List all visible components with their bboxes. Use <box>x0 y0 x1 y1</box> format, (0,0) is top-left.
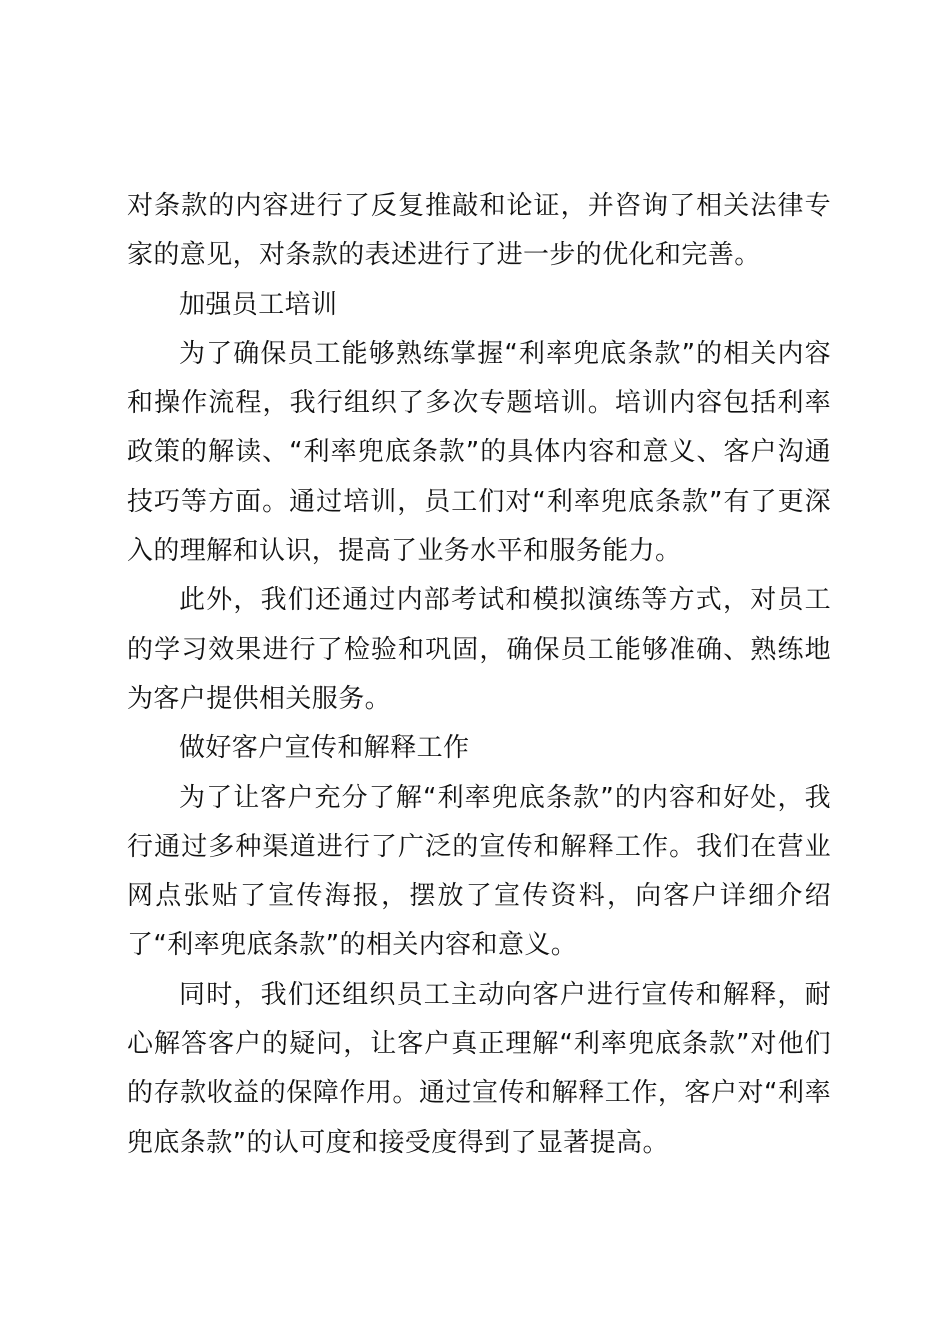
document-body <box>127 182 831 1168</box>
paragraph-continuation: 对条款的内容进行了反复推敲和论证，并咨询了相关法律专家的意见，对条款的表述进行了进一步的优化和完善。 <box>127 191 831 271</box>
paragraph-training-content: 为了确保员工能够熟练掌握“利率兜底条款”的相关内容和操作流程，我行组织了多次专题培训。培训内容包括利率政策的解读、“利率兜底条款”的具体内容和意义、客户沟通技巧等方面。通过培训，员工们对“利率兜底条款”有了更深入的理解和认识，提高了业务水平和服务能力。 <box>127 338 831 567</box>
section-heading-training: 加强员工培训 <box>179 289 338 320</box>
paragraph-publicity-channels: 为了让客户充分了解“利率兜底条款”的内容和好处，我行通过多种渠道进行了广泛的宣传和解释工作。我们在营业网点张贴了宣传海报，摆放了宣传资料，向客户详细介绍了“利率兜底条款”的相关内容和意义。 <box>127 782 831 961</box>
paragraph-publicity-staff: 同时，我们还组织员工主动向客户进行宣传和解释，耐心解答客户的疑问，让客户真正理解“利率兜底条款”对他们的存款收益的保障作用。通过宣传和解释工作，客户对“利率兜底条款”的认可度和接受度得到了显著提高。 <box>127 979 831 1158</box>
paragraph-training-exam: 此外，我们还通过内部考试和模拟演练等方式，对员工的学习效果进行了检验和巩固，确保员工能够准确、熟练地为客户提供相关服务。 <box>127 585 831 714</box>
section-heading-customer-publicity: 做好客户宣传和解释工作 <box>179 733 470 764</box>
